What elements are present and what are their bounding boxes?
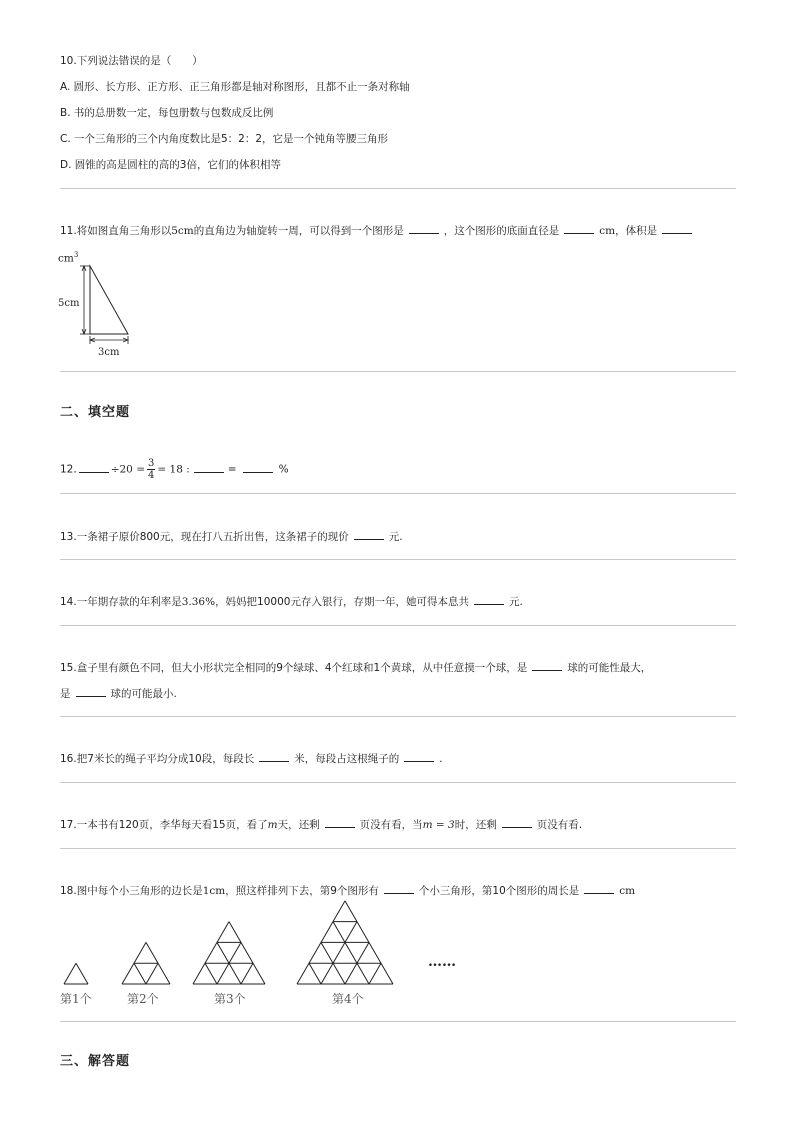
q14-stem bbox=[60, 594, 523, 609]
q18-unit: cm bbox=[619, 885, 636, 897]
q14-text: ，妈妈把10000元存入银行，存期一年，她可得本息共 bbox=[215, 596, 469, 608]
answer-blank bbox=[662, 223, 692, 234]
triangle-pattern-2 bbox=[122, 942, 170, 984]
divider bbox=[60, 371, 736, 372]
figure-label-3: 第3个 bbox=[214, 992, 246, 1006]
q17-text: 天，还剩 bbox=[277, 819, 320, 831]
answer-blank bbox=[76, 686, 106, 697]
grid-line bbox=[193, 922, 229, 984]
triangle-pattern-4 bbox=[297, 901, 393, 984]
figure-label-4: 第4个 bbox=[332, 992, 364, 1006]
answer-blank bbox=[502, 817, 532, 828]
triangle-shape bbox=[90, 266, 128, 334]
divider bbox=[60, 188, 736, 189]
right-triangle-figure bbox=[56, 262, 136, 360]
answer-blank bbox=[194, 462, 224, 473]
triangle-pattern-1 bbox=[64, 963, 88, 984]
q17-text: 页没有看. bbox=[536, 819, 583, 831]
q11-text: ，体积是 bbox=[615, 225, 658, 237]
q11-stem bbox=[60, 223, 695, 238]
grid-line bbox=[205, 963, 217, 984]
interest-rate: 3.36% bbox=[181, 596, 216, 608]
q11-unit: cm bbox=[599, 225, 616, 237]
section-title: 三、解答题 bbox=[60, 1054, 131, 1069]
divider bbox=[60, 716, 736, 717]
grid-line bbox=[369, 963, 381, 984]
figure-label-1: 第1个 bbox=[60, 992, 92, 1006]
q11-text: 的直角边为轴旋转一周，可以得到一个图形是 bbox=[193, 225, 404, 237]
q18-stem bbox=[60, 883, 635, 898]
answer-blank bbox=[79, 462, 109, 473]
base-label: 3cm bbox=[98, 347, 120, 358]
grid-line bbox=[321, 922, 357, 984]
answer-blank bbox=[354, 529, 384, 540]
q12-ratio: = 18 : bbox=[157, 463, 190, 476]
q15-line1 bbox=[60, 660, 651, 675]
fraction-numerator: 3 bbox=[148, 458, 155, 469]
divider bbox=[60, 559, 736, 560]
answer-blank bbox=[409, 223, 439, 234]
divider bbox=[60, 782, 736, 783]
unit-text: cm bbox=[58, 252, 74, 265]
q18-text: ，照这样排列下去，第9个图形有 bbox=[225, 885, 379, 897]
section-title: 二、填空题 bbox=[60, 405, 131, 420]
q13-text: 元. bbox=[388, 531, 403, 543]
q10-option-d: D. 圆锥的高是圆柱的高的3倍，它们的体积相等 bbox=[60, 159, 281, 171]
percent-sign: % bbox=[278, 463, 289, 476]
answer-blank bbox=[259, 751, 289, 762]
q15-text: 15.盒子里有颜色不同，但大小形状完全相同的9个绿球、4个红球和1个黄球，从中任意摸一个球，是 bbox=[60, 662, 528, 674]
q14-text: 元. bbox=[508, 596, 523, 608]
divider bbox=[60, 848, 736, 849]
q14-text: 14.一年期存款的年利率是 bbox=[60, 596, 182, 608]
grid-line bbox=[76, 963, 88, 984]
grid-line bbox=[309, 963, 321, 984]
divider bbox=[60, 493, 736, 494]
divider bbox=[60, 1021, 736, 1022]
q12-stem bbox=[60, 458, 289, 480]
q17-stem bbox=[60, 817, 582, 832]
height-label: 5cm bbox=[58, 298, 80, 309]
q10-option-a: A. 圆形、长方形、正方形、正三角形都是轴对称图形，且都不止一条对称轴 bbox=[60, 81, 410, 93]
q17-text: 17.一本书有120页，李华每天看15页，看了 bbox=[60, 819, 268, 831]
triangle-pattern-figure bbox=[56, 898, 476, 1012]
answer-blank bbox=[404, 751, 434, 762]
q15-text: 球的可能性最大， bbox=[567, 662, 652, 674]
triangle-pattern-3 bbox=[193, 922, 265, 984]
q12-division: ÷20 = bbox=[110, 463, 145, 476]
fraction bbox=[147, 458, 155, 481]
answer-blank bbox=[564, 223, 594, 234]
answer-blank bbox=[325, 817, 355, 828]
q10-option-c: C. 一个三角形的三个内角度数比是5：2：2，它是一个钝角等腰三角形 bbox=[60, 133, 389, 145]
grid-line bbox=[229, 922, 265, 984]
figure-label-2: 第2个 bbox=[127, 992, 159, 1006]
q10-stem: 10.下列说法错误的是（ ） bbox=[60, 55, 203, 67]
q16-stem bbox=[60, 751, 443, 766]
answer-blank bbox=[384, 883, 414, 894]
q10-option-b: B. 书的总册数一定，每包册数与包数成反比例 bbox=[60, 107, 274, 119]
grid-line bbox=[134, 963, 146, 984]
q18-text: 18.图中每个小三角形的边长是 bbox=[60, 885, 203, 897]
answer-blank bbox=[474, 594, 504, 605]
fraction-denominator: 4 bbox=[148, 470, 155, 481]
q13-text: 13.一条裙子原价800元，现在打八五折出售，这条裙子的现价 bbox=[60, 531, 349, 543]
q13-stem bbox=[60, 529, 403, 544]
question-number: 12. bbox=[60, 463, 77, 476]
q16-text: 米，每段占这根绳子的 bbox=[294, 753, 400, 765]
condition: m = 3 bbox=[422, 819, 455, 831]
q17-text: 时，还剩 bbox=[454, 819, 497, 831]
grid-line bbox=[241, 963, 253, 984]
q17-text: 页没有看，当 bbox=[359, 819, 423, 831]
grid-line bbox=[64, 963, 76, 984]
q15-text: 是 bbox=[60, 688, 71, 700]
unit-exponent: 3 bbox=[73, 251, 79, 259]
answer-blank bbox=[243, 462, 273, 473]
q16-text: 16.把7米长的绳子平均分成10段，每段长 bbox=[60, 753, 255, 765]
equals-sign: = bbox=[227, 463, 237, 476]
ellipsis: …… bbox=[428, 954, 456, 970]
answer-blank bbox=[584, 883, 614, 894]
grid-line bbox=[333, 922, 369, 984]
side-length: 1cm bbox=[202, 885, 226, 897]
variable-m: m bbox=[267, 819, 278, 831]
q11-text: 11.将如图直角三角形以 bbox=[60, 225, 172, 237]
q18-text: 个小三角形，第10个图形的周长是 bbox=[418, 885, 580, 897]
answer-blank bbox=[532, 660, 562, 671]
q11-text: ，这个图形的底面直径是 bbox=[443, 225, 560, 237]
q15-text: 球的可能最小. bbox=[110, 688, 177, 700]
grid-line bbox=[146, 963, 158, 984]
q15-line2 bbox=[60, 686, 177, 701]
divider bbox=[60, 625, 736, 626]
q11-length: 5cm bbox=[171, 225, 194, 237]
q16-text: . bbox=[439, 753, 443, 765]
